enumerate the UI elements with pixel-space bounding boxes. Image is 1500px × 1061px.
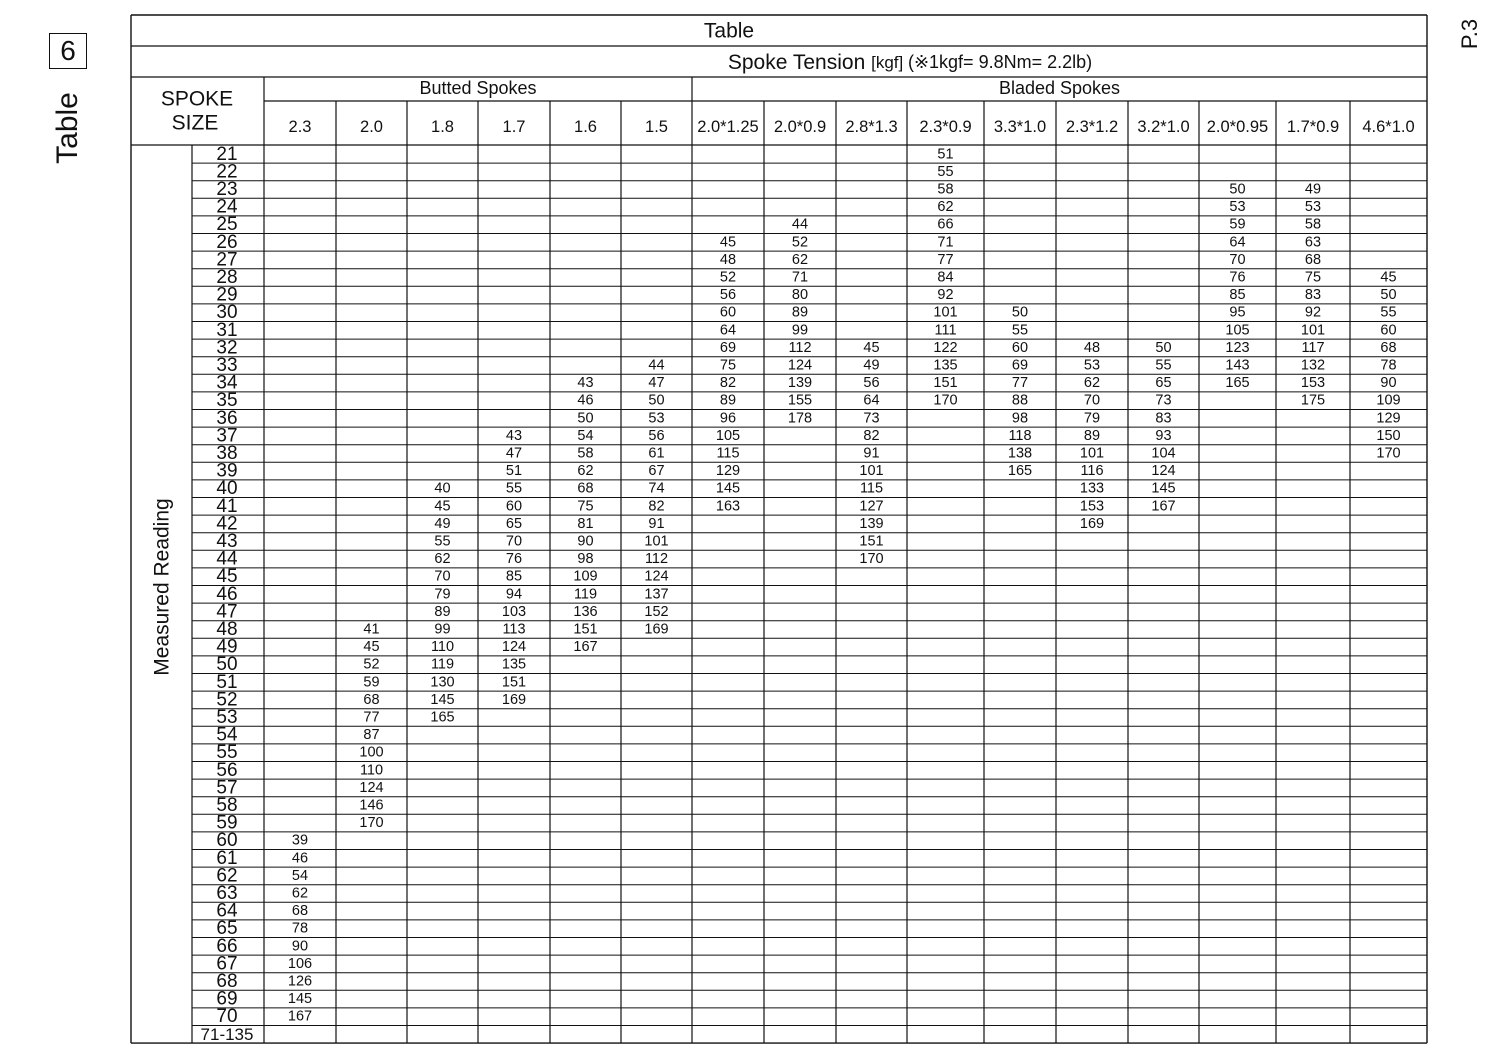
tension-value: 62 [791,251,809,268]
tension-value: 55 [1380,304,1397,321]
reading-label: 28 [216,267,238,288]
tension-value: 129 [715,463,741,480]
tension-value: 90 [577,533,594,550]
tension-value: 56 [719,287,737,304]
tension-value: 49 [434,515,451,532]
tension-value: 135 [501,656,527,673]
tension-value: 52 [791,234,809,251]
tension-value: 118 [1008,427,1032,444]
reading-label: 65 [216,918,238,940]
reading-label: 63 [216,883,238,904]
tension-value: 143 [1225,357,1250,374]
column-header: 1.5 [645,118,668,136]
tension-value: 53 [1229,199,1246,216]
tension-value: 126 [287,973,313,990]
reading-label: 64 [216,900,238,922]
tension-value: 83 [1155,410,1172,427]
tension-value: 115 [716,445,740,462]
tension-value: 62 [434,551,451,568]
tension-value: 104 [1151,445,1176,462]
table-word-label: Table [51,92,84,164]
tension-value: 68 [1380,339,1397,356]
reading-label: 23 [216,179,238,200]
tension-value: 89 [719,392,737,409]
tension-value: 78 [291,920,309,937]
tension-value: 145 [715,480,741,497]
tension-value: 75 [1304,269,1322,286]
reading-label: 49 [216,636,238,658]
tension-value: 103 [501,603,527,620]
tension-value: 151 [573,621,598,638]
tension-value: 136 [573,603,598,620]
tension-value: 99 [434,621,451,638]
tension-value: 60 [1011,339,1029,356]
group-header: Bladed Spokes [998,78,1121,98]
reading-label: 32 [216,337,238,359]
reading-label: 30 [216,302,238,324]
tension-value: 151 [501,674,527,691]
tension-value: 81 [577,515,594,532]
tension-value: 45 [434,498,451,515]
tension-value: 119 [430,656,455,673]
tension-value: 76 [1229,269,1246,286]
tension-value: 139 [787,375,813,392]
tension-value: 65 [1155,375,1172,392]
tension-value: 123 [1225,339,1250,356]
reading-label: 21 [216,143,238,165]
tension-value: 50 [1011,304,1029,321]
reading-label: 57 [216,777,238,799]
tension-value: 100 [359,744,384,761]
tension-value: 45 [863,339,880,356]
tension-value: 75 [577,498,594,515]
column-header: 1.7 [502,118,526,136]
reading-label: 33 [216,355,238,376]
reading-label: 53 [216,707,238,728]
tension-value: 155 [787,392,813,409]
tension-value: 55 [505,480,523,497]
reading-label: 24 [216,196,238,218]
reading-label: 62 [216,865,238,887]
tension-value: 62 [937,199,954,216]
tension-value: 85 [505,568,523,585]
tension-value: 153 [1300,375,1326,392]
tension-value: 82 [719,375,737,392]
tension-value: 50 [1155,339,1172,356]
reading-label: 35 [216,390,238,412]
tension-value: 73 [1155,392,1172,409]
tension-value: 145 [430,691,455,708]
reading-label: 36 [216,407,238,429]
column-header: 2.0*1.25 [697,118,759,136]
tension-value: 55 [1155,357,1172,374]
tension-value: 48 [1083,339,1101,356]
tension-value: 92 [1304,304,1322,321]
tension-value: 101 [1300,322,1326,339]
tension-value: 89 [791,304,809,321]
tension-value: 62 [291,885,309,902]
column-header: 2.3*0.9 [919,118,972,136]
tension-value: 59 [1229,216,1246,233]
tension-value: 101 [644,533,669,550]
tension-value: 55 [937,163,954,180]
tension-value: 170 [1376,445,1401,462]
tension-value: 55 [1011,322,1029,339]
tension-value: 65 [505,515,523,532]
tension-value: 91 [863,445,880,462]
tension-value: 132 [1300,357,1326,374]
column-header: 1.8 [431,118,454,136]
tension-value: 46 [291,850,309,867]
page-number: P.3 [1457,18,1482,50]
tension-value: 60 [505,498,523,515]
tension-value: 115 [859,480,884,497]
tension-value: 169 [501,691,527,708]
tension-value: 170 [933,392,958,409]
tension-value: 124 [501,639,527,656]
tension-value: 50 [577,410,594,427]
tension-value: 93 [1155,427,1172,444]
tension-value: 112 [644,551,669,568]
tension-value: 54 [291,867,309,884]
reading-label: 56 [216,759,238,781]
tension-value: 74 [648,480,665,497]
tension-value: 77 [363,709,380,726]
tension-value: 89 [1083,427,1101,444]
tension-value: 85 [1229,287,1246,304]
tension-value: 84 [937,269,954,286]
tension-value: 54 [577,427,594,444]
tension-value: 44 [791,216,809,233]
tension-value: 80 [791,287,809,304]
reading-label: 44 [216,548,238,570]
reading-label: 70 [216,1006,238,1028]
tension-value: 45 [363,639,380,656]
tension-value: 40 [434,480,451,497]
tension-value: 45 [1380,269,1397,286]
tension-value: 47 [505,445,523,462]
tension-value: 58 [577,445,594,462]
tension-value: 59 [363,674,380,691]
tension-value: 169 [644,621,669,638]
tension-value: 117 [1301,339,1325,356]
tension-value: 68 [363,691,380,708]
reading-label: 41 [216,495,238,517]
tension-value: 138 [1007,445,1033,462]
tension-value: 56 [648,427,665,444]
tension-value: 110 [430,639,455,656]
reading-label: 42 [216,513,238,535]
tension-value: 167 [573,639,598,656]
tension-value: 91 [648,515,665,532]
tension-value: 96 [719,410,737,427]
table-number-box: 6 [49,33,87,69]
tension-value: 151 [933,375,958,392]
tension-value: 127 [859,498,884,515]
tension-value: 70 [505,533,523,550]
tension-value: 92 [937,287,954,304]
column-header: 4.6*1.0 [1362,118,1415,136]
tension-value: 87 [363,727,380,744]
reading-label: 60 [216,830,238,852]
tension-value: 64 [863,392,880,409]
tension-value: 50 [1229,181,1246,198]
reading-label: 59 [216,812,238,834]
reading-label: 67 [216,953,238,975]
tension-value: 71 [791,269,809,286]
tension-value: 45 [719,234,737,251]
tension-value: 70 [1229,251,1246,268]
tension-value: 56 [863,375,880,392]
tension-value: 98 [577,551,594,568]
tension-value: 73 [863,410,880,427]
tension-value: 76 [505,551,523,568]
reading-label: 66 [216,935,238,957]
tension-value: 48 [719,251,737,268]
column-header: 2.0*0.9 [773,118,827,136]
column-header: 1.6 [574,118,597,136]
reading-label: 34 [216,372,238,394]
tension-value: 60 [1380,322,1397,339]
tension-value: 70 [434,568,451,585]
tension-value: 47 [648,375,665,392]
reading-label: 40 [216,478,238,500]
tension-value: 63 [1304,234,1322,251]
tension-value: 67 [648,463,665,480]
tension-value: 146 [359,797,384,814]
tension-value: 98 [1011,410,1029,427]
reading-label: 69 [216,988,238,1010]
tension-value: 124 [1151,463,1176,480]
tension-value: 49 [863,357,880,374]
reading-label: 38 [216,443,238,464]
tension-value: 53 [648,410,665,427]
tension-value: 99 [791,322,809,339]
tension-value: 70 [1083,392,1101,409]
tension-value: 165 [430,709,455,726]
tension-value: 78 [1380,357,1397,374]
tension-value: 79 [1083,410,1101,427]
tension-value: 145 [287,991,313,1008]
reading-label: 43 [216,531,238,552]
tension-value: 133 [1079,480,1105,497]
tension-value: 39 [291,832,309,849]
column-header: 2.3*1.2 [1065,118,1119,136]
tension-value: 152 [644,603,669,620]
tension-value: 109 [1376,392,1401,409]
tension-value: 105 [715,427,741,444]
tension-value: 88 [1011,392,1029,409]
tension-value: 163 [715,498,741,515]
reading-label: 48 [216,619,238,640]
tension-value: 170 [859,551,884,568]
tension-value: 135 [933,357,958,374]
reading-label: 31 [216,319,238,341]
tension-value: 61 [648,445,665,462]
tension-value: 71 [937,234,954,251]
tension-value: 82 [863,427,880,444]
tension-value: 50 [1380,287,1397,304]
tension-value: 113 [502,621,526,638]
tension-value: 68 [577,480,594,497]
tension-value: 119 [573,586,598,603]
tension-value: 110 [359,762,384,779]
reading-label: 25 [216,214,238,236]
tension-value: 105 [1225,322,1250,339]
group-header: Butted Spokes [419,78,537,98]
tension-value: 175 [1300,392,1326,409]
tension-value: 52 [719,269,737,286]
tension-value: 90 [1380,375,1397,392]
tension-value: 55 [434,533,451,550]
tension-value: 58 [937,181,954,198]
tension-value: 64 [719,322,737,339]
tension-value: 167 [287,1008,313,1025]
tension-value: 94 [505,586,523,603]
tension-value: 64 [1229,234,1246,251]
reading-label: 58 [216,795,238,816]
tension-value: 145 [1151,480,1176,497]
reading-label: 27 [216,249,238,271]
reading-label: 26 [216,231,238,253]
tension-value: 167 [1151,498,1176,515]
tension-value: 68 [1304,251,1322,268]
tension-value: 66 [937,216,954,233]
tension-value: 106 [287,955,313,972]
reading-label: 52 [216,689,238,711]
tension-value: 89 [434,603,451,620]
column-header: 3.2*1.0 [1137,118,1190,136]
tension-value: 52 [363,656,380,673]
corner-label-spoke: SPOKE [160,87,234,111]
reading-label: 61 [216,847,238,869]
reading-label: 29 [216,284,238,306]
tension-value: 77 [1011,375,1029,392]
table-subtitle: Spoke Tension [kgf] (※1kgf= 9.8Nm= 2.2lb) [727,50,1093,74]
tension-value: 51 [505,463,523,480]
tension-value: 129 [1376,410,1401,427]
column-header: 2.8*1.3 [845,118,898,136]
tension-value: 170 [359,815,384,832]
tension-value: 124 [359,779,384,796]
reading-label: 51 [216,671,238,693]
column-header: 3.3*1.0 [993,118,1047,136]
tension-value: 53 [1304,199,1322,216]
reading-label: 54 [216,724,238,746]
tension-value: 90 [291,938,309,955]
tension-value: 137 [644,586,669,603]
tension-value: 101 [933,304,958,321]
tension-value: 49 [1304,181,1322,198]
tension-value: 165 [1225,375,1250,392]
tension-value: 62 [577,463,594,480]
tension-value: 165 [1007,463,1033,480]
reading-label: 22 [216,161,238,183]
tension-value: 77 [937,251,954,268]
tension-value: 46 [577,392,594,409]
reading-label: 46 [216,583,238,605]
tension-value: 58 [1304,216,1322,233]
tension-value: 150 [1376,427,1401,444]
reading-label: 39 [216,460,238,482]
tension-value: 83 [1304,287,1322,304]
column-header: 2.0 [360,118,383,136]
tension-value: 82 [648,498,665,515]
tension-value: 60 [719,304,737,321]
tension-value: 101 [1079,445,1105,462]
tension-value: 130 [430,674,455,691]
column-header: 2.0*0.95 [1206,118,1269,136]
reading-label: 68 [216,971,238,992]
tension-value: 44 [648,357,665,374]
reading-label: 47 [216,601,238,623]
tension-value: 153 [1079,498,1105,515]
tension-value: 95 [1229,304,1246,321]
tension-value: 116 [1080,463,1104,480]
measured-reading-label: Measured Reading [150,498,174,676]
tension-value: 124 [644,568,669,585]
tension-value: 139 [859,515,884,532]
reading-label: 50 [216,654,238,676]
tension-value: 151 [859,533,884,550]
tension-value: 68 [291,903,309,920]
tension-value: 69 [1011,357,1029,374]
tension-value: 169 [1079,515,1105,532]
tension-value: 50 [648,392,665,409]
column-header: 1.7*0.9 [1286,118,1340,136]
tension-value: 69 [719,339,737,356]
tension-value: 53 [1083,357,1101,374]
tension-value: 79 [434,586,451,603]
tension-value: 62 [1083,375,1101,392]
tension-value: 41 [363,621,380,638]
tension-value: 43 [577,375,594,392]
reading-label: 37 [216,425,238,447]
tension-value: 43 [505,427,523,444]
tension-value: 101 [859,463,884,480]
column-header: 2.3 [288,118,312,136]
reading-label: 55 [216,742,238,764]
reading-label: 71-135 [200,1024,254,1044]
tension-value: 75 [719,357,737,374]
corner-label-size: SIZE [171,111,219,135]
tension-value: 124 [787,357,813,374]
tension-value: 112 [788,339,812,356]
tension-value: 51 [937,146,954,163]
tension-value: 109 [573,568,598,585]
tension-value: 111 [934,322,957,339]
tension-value: 178 [787,410,813,427]
tension-value: 122 [933,339,958,356]
reading-label: 45 [216,566,238,588]
table-title: Table [703,19,755,43]
